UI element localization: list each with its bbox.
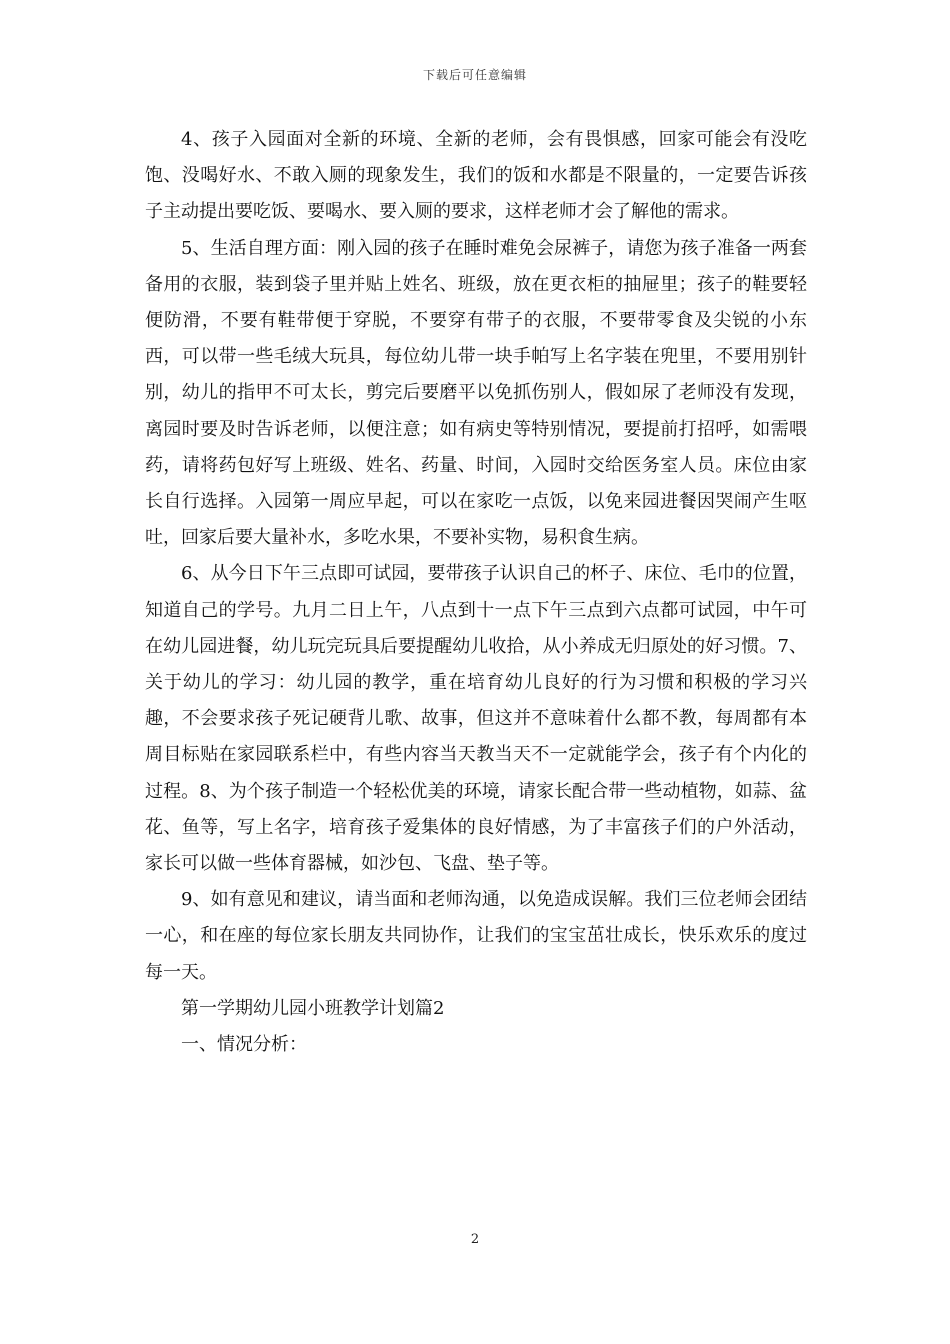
- section-heading: 一、情况分析：: [181, 1034, 307, 1056]
- page-number: 2: [470, 1232, 480, 1247]
- document-body: [145, 122, 807, 1063]
- paragraph-item-6-8: 6、从今日下午三点即可试园，要带孩子认识自己的杯子、床位、毛巾的位置，知道自己的学号。九月二日上午，八点到十一点下午三点到六点都可试园，中午可在幼儿园进餐，幼儿玩完玩具后要提醒幼儿收拾，从小养成无归原处的好习惯。7、关于幼儿的学习：幼儿园的教学，重在培育幼儿良好的行为习惯和积极的学习兴趣，不会要求孩子死记硬背儿歌、故事，但这并不意味着什么都不教，每周都有本周目标贴在家园联系栏中，有些内容当天教当天不一定就能学会，孩子有个内化的过程。8、为个孩子制造一个轻松优美的环境，请家长配合带一些动植物，如蒜、盆花、鱼等，写上名字，培育孩子爱集体的良好情感，为了丰富孩子们的户外活动，家长可以做一些体育器械，如沙包、飞盘、垫子等。: [145, 563, 807, 875]
- paragraph-item-4: 4、孩子入园面对全新的环境、全新的老师，会有畏惧感，回家可能会有没吃饱、没喝好水、不敢入厕的现象发生，我们的饭和水都是不限量的，一定要告诉孩子主动提出要吃饭、要喝水、要入厕的要求，这样老师才会了解他的需求。: [145, 129, 807, 223]
- page-header-note: 下载后可任意编辑: [422, 68, 527, 82]
- paragraph-item-9: 9、如有意见和建议，请当面和老师沟通，以免造成误解。我们三位老师会团结一心，和在座的每位家长朋友共同协作，让我们的宝宝茁壮成长，快乐欢乐的度过每一天。: [145, 889, 807, 983]
- paragraph-item-5: 5、生活自理方面：刚入园的孩子在睡时难免会尿裤子，请您为孩子准备一两套备用的衣服，装到袋子里并贴上姓名、班级，放在更衣柜的抽屉里；孩子的鞋要轻便防滑，不要有鞋带便于穿脱，不要穿有带子的衣服，不要带零食及尖锐的小东西，可以带一些毛绒大玩具，每位幼儿带一块手帕写上名字装在兜里，不要用别针别，幼儿的指甲不可太长，剪完后要磨平以免抓伤别人，假如尿了老师没有发现，离园时要及时告诉老师，以便注意；如有病史等特别情况，要提前打招呼，如需喂药，请将药包好写上班级、姓名、药量、时间，入园时交给医务室人员。床位由家长自行选择。入园第一周应早起，可以在家吃一点饭，以免来园进餐因哭闹产生呕吐，回家后要大量补水，多吃水果，不要补实物，易积食生病。: [145, 237, 807, 549]
- section-title: 第一学期幼儿园小班教学计划篇2: [181, 997, 445, 1019]
